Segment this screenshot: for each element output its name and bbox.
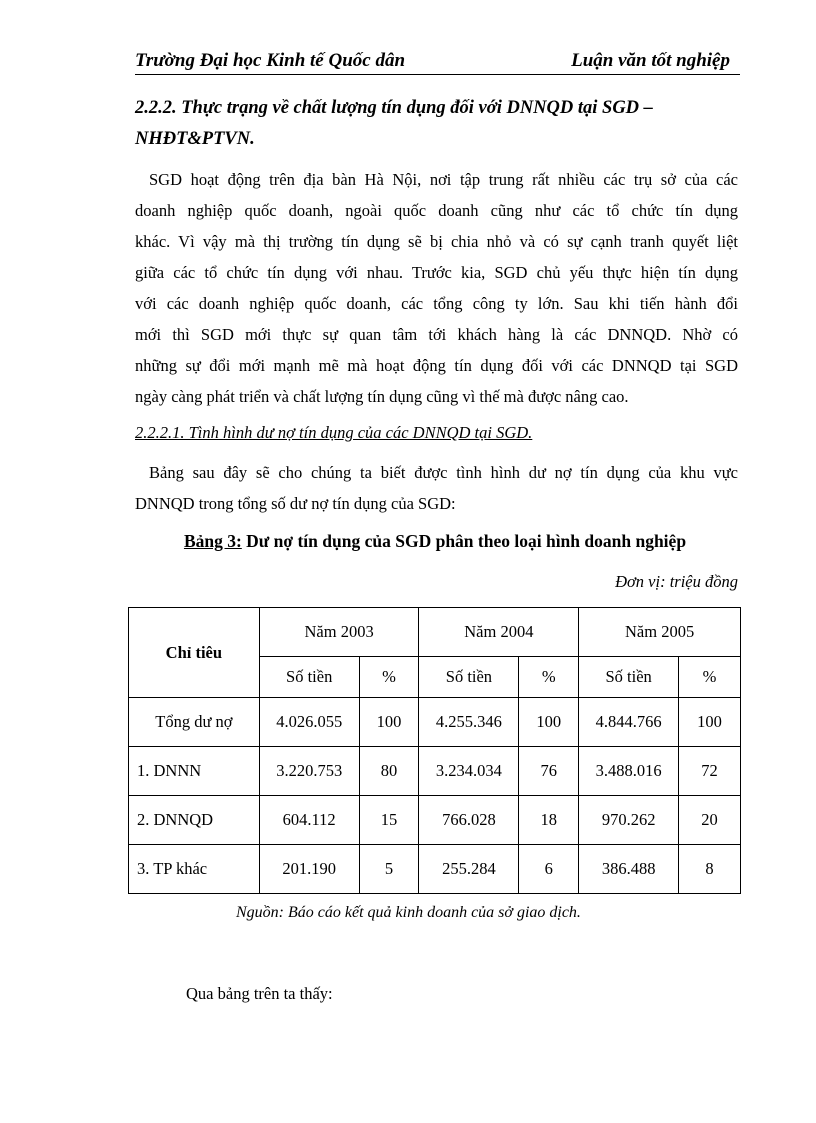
table-source: Nguồn: Báo cáo kết quả kinh doanh của sở giao dịch.: [236, 904, 581, 921]
cell-percent: 76: [519, 747, 579, 796]
text-line: SGD hoạt động trên địa bàn Hà Nội, nơi tập trung rất nhiều các trụ sở của các: [149, 170, 738, 189]
row-label: 2. DNNQD: [129, 796, 260, 845]
table-caption-text: Dư nợ tín dụng của SGD phân theo loại hình doanh nghiệp: [241, 531, 687, 551]
cell-percent: 8: [679, 845, 741, 894]
row-label: 3. TP khác: [129, 845, 260, 894]
table-caption: [0, 531, 816, 552]
table-row: [129, 845, 741, 894]
text-line: doanh nghiệp quốc doanh, ngoài quốc doanh cũng như các tổ chức tín dụng: [135, 201, 738, 220]
header-school: Trường Đại học Kinh tế Quốc dân: [135, 50, 406, 71]
col-header-percent: %: [359, 657, 419, 698]
section-title: 2.2.2. Thực trạng về chất lượng tín dụng đối với DNNQD tại SGD – NHĐT&PTVN.: [135, 98, 653, 149]
text-line: Bảng sau đây sẽ cho chúng ta biết được tình hình dư nợ tín dụng của khu vực: [149, 463, 738, 482]
cell-percent: 18: [519, 796, 579, 845]
table-row: [129, 796, 741, 845]
col-header-amount: Số tiền: [579, 657, 679, 698]
text-line: DNNQD trong tổng số dư nợ tín dụng của SGD:: [135, 494, 456, 513]
cell-amount: 386.488: [579, 845, 679, 894]
col-header-indicator: Chỉ tiêu: [129, 608, 260, 698]
table-caption-label: Bảng 3:: [183, 531, 242, 551]
col-header-percent: %: [679, 657, 741, 698]
row-label: 1. DNNN: [129, 747, 260, 796]
closing-text: Qua bảng trên ta thấy:: [186, 984, 333, 1003]
table-row: [129, 747, 741, 796]
cell-percent: 15: [359, 796, 419, 845]
col-header-year: Năm 2005: [579, 608, 741, 657]
cell-amount: 3.234.034: [419, 747, 519, 796]
text-line: ngày càng phát triển và chất lượng tín dụng cũng vì thế mà được nâng cao.: [135, 387, 629, 406]
cell-amount: 255.284: [419, 845, 519, 894]
cell-amount: 3.220.753: [259, 747, 359, 796]
cell-percent: 80: [359, 747, 419, 796]
cell-percent: 100: [359, 698, 419, 747]
table-row: [129, 698, 741, 747]
col-header-amount: Số tiền: [419, 657, 519, 698]
cell-percent: 6: [519, 845, 579, 894]
cell-amount: 4.844.766: [579, 698, 679, 747]
table-unit: Đơn vị: triệu đồng: [615, 572, 738, 591]
header-doc-type: Luận văn tốt nghiệp: [571, 50, 730, 71]
text-line: mới thì SGD mới thực sự quan tâm tới khách hàng là các DNNQD. Nhờ có: [135, 325, 738, 344]
subsection-title: 2.2.2.1. Tình hình dư nợ tín dụng của các DNNQD tại SGD.: [135, 423, 533, 442]
cell-percent: 20: [679, 796, 741, 845]
cell-percent: 5: [359, 845, 419, 894]
cell-percent: 100: [679, 698, 741, 747]
cell-amount: 766.028: [419, 796, 519, 845]
row-label: Tổng dư nợ: [129, 698, 260, 747]
cell-amount: 4.026.055: [259, 698, 359, 747]
credit-table: [128, 607, 741, 894]
text-line: những sự đổi mới mạnh mẽ mà hoạt động tín dụng đối với các DNNQD tại SGD: [135, 356, 738, 375]
cell-amount: 3.488.016: [579, 747, 679, 796]
page-header: [135, 48, 740, 75]
cell-percent: 100: [519, 698, 579, 747]
text-line: giữa các tổ chức tín dụng với nhau. Trước kia, SGD chủ yếu thực hiện tín dụng: [135, 263, 738, 282]
text-line: với các doanh nghiệp quốc doanh, các tổng công ty lớn. Sau khi tiến hành đổi: [135, 294, 738, 313]
cell-amount: 970.262: [579, 796, 679, 845]
paragraph-intro: [135, 164, 738, 412]
cell-amount: 604.112: [259, 796, 359, 845]
paragraph-table-intro: [135, 457, 738, 519]
col-header-percent: %: [519, 657, 579, 698]
cell-percent: 72: [679, 747, 741, 796]
col-header-year: Năm 2003: [259, 608, 419, 657]
cell-amount: 4.255.346: [419, 698, 519, 747]
text-line: khác. Vì vậy mà thị trường tín dụng sẽ bị chia nhỏ và có sự cạnh tranh quyết liệt: [135, 232, 738, 251]
table-header-row: [129, 608, 741, 657]
col-header-amount: Số tiền: [259, 657, 359, 698]
cell-amount: 201.190: [259, 845, 359, 894]
col-header-year: Năm 2004: [419, 608, 579, 657]
